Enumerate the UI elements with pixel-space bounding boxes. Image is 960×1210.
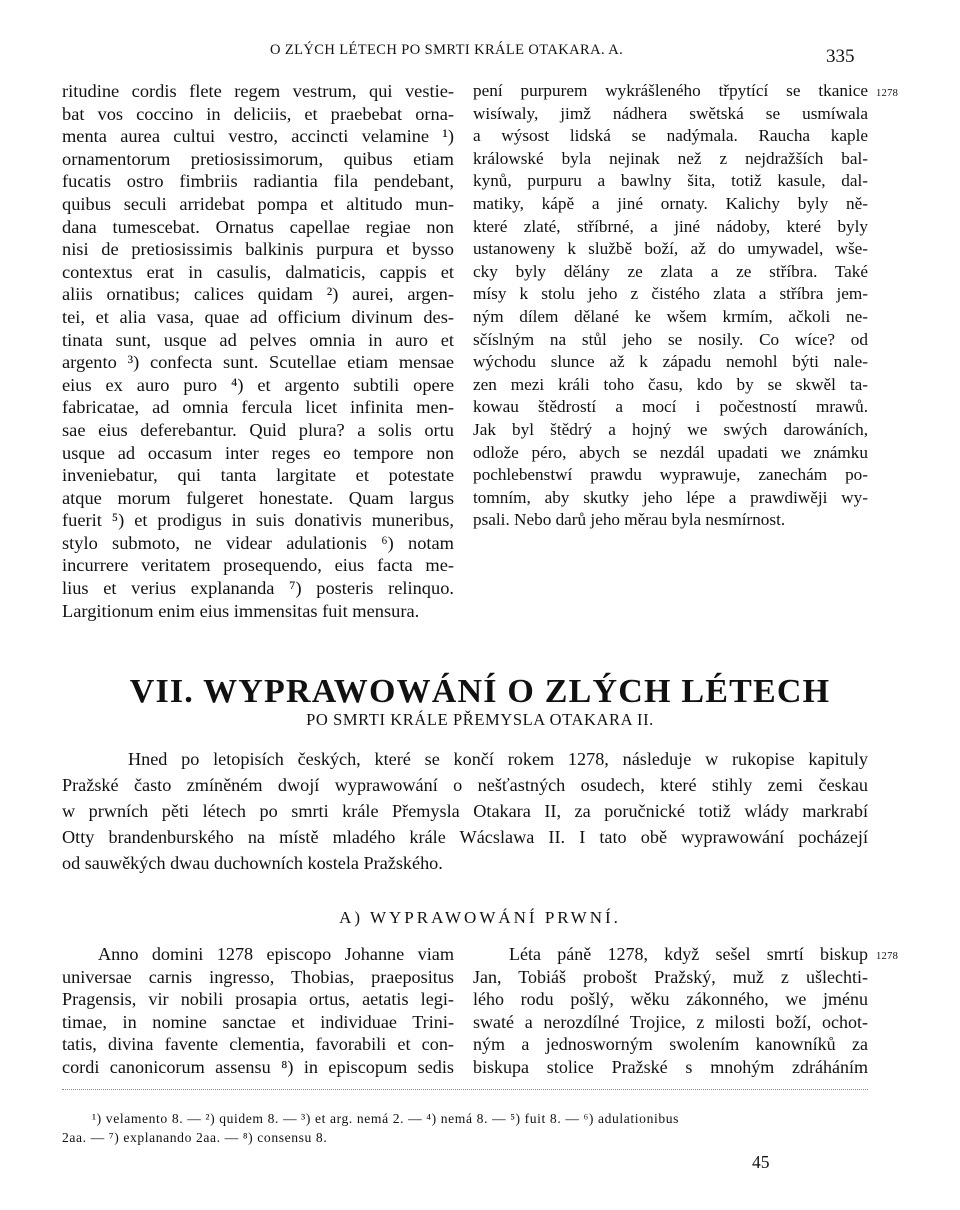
latin-top-line: tinata sunt, usque ad pelves omnia in auro et bbox=[62, 329, 454, 350]
czech-bottom-line: Jan, Tobiáš probošt Pražský, muž z ušlechti- bbox=[473, 966, 868, 987]
intro-line: Pražské často zmíněném dwojí wyprawowání o nešťastných osudech, které stihly zemi českau bbox=[62, 775, 868, 795]
latin-bottom-line: universae carnis ingresso, Thobias, praepositus bbox=[62, 966, 454, 987]
latin-bottom-line: Anno domini 1278 episcopo Johanne viam bbox=[98, 944, 454, 964]
latin-top-line: fuerit ⁵) et prodigus in suis donativis muneribus, bbox=[62, 510, 454, 531]
page-number: 335 bbox=[826, 46, 855, 67]
czech-top-line: wisíwaly, jimž nádhera swětská se usmíwala bbox=[473, 103, 868, 123]
czech-top-line: ným dílem dělané ke wšem krmím, ačkoli ne- bbox=[473, 306, 868, 326]
latin-top-line: nisi de pretiosissimis balkinis purpura et bysso bbox=[62, 239, 454, 260]
czech-text-column-bottom bbox=[473, 943, 868, 1079]
czech-top-line: ustanoweny k službě boží, až do umywadel, wše- bbox=[473, 239, 868, 259]
latin-top-line: menta aurea cultui vestro, accincti velamine ¹) bbox=[62, 126, 454, 147]
latin-top-line: contextus erat in casulis, dalmaticis, cappis et bbox=[62, 261, 454, 282]
czech-top-line: králowské byla nejinak než z nejdražších bal- bbox=[473, 148, 868, 168]
margin-year-note: 1278 bbox=[876, 88, 899, 99]
latin-bottom-line: tatis, divina favente clementia, favorabili et con- bbox=[62, 1034, 454, 1055]
footnote-divider bbox=[62, 1089, 868, 1090]
latin-top-line: aliis ornatibus; calices quidam ²) aurei, argen- bbox=[62, 284, 454, 305]
intro-line: Hned po letopisích českých, které se končí rokem 1278, následuje w rukopise kapituly bbox=[128, 749, 868, 769]
footnotes-line: 2aa. — ⁷) explanando 2aa. — ⁸) consensu 8. bbox=[62, 1130, 328, 1145]
czech-top-line: pení purpurem wykrášleného třpytící se tkanice bbox=[473, 81, 868, 100]
czech-top-line: cky byly dělány ze zlata a ze stříbra. Také bbox=[473, 261, 868, 281]
latin-top-line: inveniebatur, qui tanta largitate et potestate bbox=[62, 465, 454, 486]
czech-top-line: sčíslným na stůl jeho se nosily. Co wíce? od bbox=[473, 329, 868, 349]
latin-top-line: stylo submoto, ne videar adulationis ⁶) notam bbox=[62, 532, 454, 553]
czech-bottom-line: Léta páně 1278, když sešel smrtí biskup bbox=[509, 944, 868, 964]
intro-line: od sauwěkých dwau duchowních kostela Pražského. bbox=[62, 853, 443, 873]
czech-bottom-line: lého rodu pošlý, wěku zákonného, we jménu bbox=[473, 989, 868, 1010]
latin-text-column-bottom bbox=[62, 943, 454, 1079]
czech-top-line: mísy k stolu jeho z čistého zlata a stříbra jem- bbox=[473, 284, 868, 304]
intro-line: Otty brandenburského na místě mladého krále Wácslawa II. I tato obě wyprawowání pocházejí bbox=[62, 827, 868, 847]
czech-text-column-top bbox=[473, 80, 868, 532]
latin-top-line: lius et verius explananda ⁷) posteris relinquo. bbox=[62, 578, 454, 599]
czech-top-line: kynů, purpuru a bawlny šita, totiž kasule, dal- bbox=[473, 171, 868, 191]
czech-bottom-line: swaté a nerozdílné Trojice, z milosti boží, ochot- bbox=[473, 1011, 868, 1032]
czech-top-line: odlože péro, abych se nezdál upadati we známku bbox=[473, 442, 868, 462]
margin-year-note-2: 1278 bbox=[876, 951, 899, 962]
latin-bottom-line: Pragensis, vir nobili prosapia ortus, aetatis legi- bbox=[62, 989, 454, 1010]
czech-top-line: psali. Nebo darů jeho měrau byla nesmírnost. bbox=[473, 510, 786, 530]
latin-top-line: argento ³) confecta sunt. Scutellae etiam mensae bbox=[62, 352, 454, 373]
latin-top-line: Largitionum enim eius immensitas fuit mensura. bbox=[62, 600, 420, 621]
czech-top-line: zen mezi králi toho času, kdo by se skwěl ta- bbox=[473, 374, 868, 394]
czech-top-line: matiky, kápě a jiné ornaty. Kalichy byly ně- bbox=[473, 193, 868, 213]
latin-top-line: dana tumescebat. Ornatus capellae regiae non bbox=[62, 216, 454, 237]
footnotes bbox=[62, 1109, 868, 1147]
chapter-subheading: PO SMRTI KRÁLE PŘEMYSLA OTAKARA II. bbox=[306, 710, 654, 729]
czech-top-line: Jak byl štědrý a hojný we swých darowáních, bbox=[473, 419, 868, 439]
latin-bottom-line: timae, in nomine sanctae et individuae Trini- bbox=[62, 1011, 454, 1032]
latin-top-line: ornamentorum pretiosissimorum, quibus etiam bbox=[62, 148, 454, 169]
latin-top-line: fabricatae, ad omnia fercula licet infinita men- bbox=[62, 397, 454, 418]
czech-top-line: pochlebenstwí prawdu wyprawuje, zanechám po- bbox=[473, 465, 868, 485]
latin-top-line: bat vos coccino in deliciis, et praebebat orna- bbox=[62, 103, 454, 124]
intro-paragraph bbox=[62, 746, 868, 876]
czech-bottom-line: biskupa stolice Pražské s mnohým zdráháním bbox=[473, 1056, 868, 1077]
latin-top-line: atque morum fulgeret honestate. Quam largus bbox=[62, 487, 454, 508]
latin-top-line: quibus seculi arridebat pompa et altitudo mun- bbox=[62, 193, 454, 214]
czech-top-line: wýchodu slunce až k západu nemohl býti nale- bbox=[473, 352, 868, 372]
latin-top-line: tei, et alia vasa, quae ad officium divinum des- bbox=[62, 306, 454, 327]
czech-bottom-line: ným a jednosworným swolením kanowníků za bbox=[473, 1034, 868, 1055]
section-heading: A) WYPRAWOWÁNÍ PRWNÍ. bbox=[339, 908, 621, 927]
czech-top-line: tomním, aby skutky jeho lépe a prawdiwěji wy- bbox=[473, 487, 868, 507]
intro-line: w prwních pěti létech po smrti krále Přemysla Otakara II, za poručnické totiž wlády markrabí bbox=[62, 801, 868, 821]
latin-top-line: fucatis ostro fimbriis radiantia fila pendebant, bbox=[62, 171, 454, 192]
signature-number: 45 bbox=[752, 1152, 770, 1172]
latin-top-line: ritudine cordis flete regem vestrum, qui vestie- bbox=[62, 81, 454, 101]
latin-text-column-top bbox=[62, 80, 454, 622]
czech-top-line: které zlaté, stříbrné, a jiné nádoby, které byly bbox=[473, 216, 868, 236]
running-header bbox=[0, 36, 960, 67]
czech-top-line: a wýsost lidská se nadýmala. Raucha kaple bbox=[473, 126, 868, 146]
latin-top-line: incurrere veritatem prosequendo, eius facta me- bbox=[62, 555, 454, 576]
chapter-heading: VII. WYPRAWOWÁNÍ O ZLÝCH LÉTECH bbox=[129, 673, 831, 710]
latin-top-line: sae eius deferebantur. Quid plura? a solis ortu bbox=[62, 419, 454, 440]
footnotes-line: ¹) velamento 8. — ²) quidem 8. — ³) et arg. nemá 2. — ⁴) nemá 8. — ⁵) fuit 8. — ⁶) adulationibus bbox=[92, 1111, 680, 1126]
latin-top-line: usque ad occasum inter reges eo tempore non bbox=[62, 442, 454, 463]
czech-top-line: kowau štědrostí a mocí i počestností mrawů. bbox=[473, 397, 868, 417]
latin-bottom-line: cordi canonicorum assensu ⁸) in episcopum sedis bbox=[62, 1056, 454, 1077]
running-title: O ZLÝCH LÉTECH PO SMRTI KRÁLE OTAKARA. A. bbox=[270, 42, 624, 58]
latin-top-line: eius ex auro puro ⁴) et argento subtili opere bbox=[62, 374, 454, 395]
